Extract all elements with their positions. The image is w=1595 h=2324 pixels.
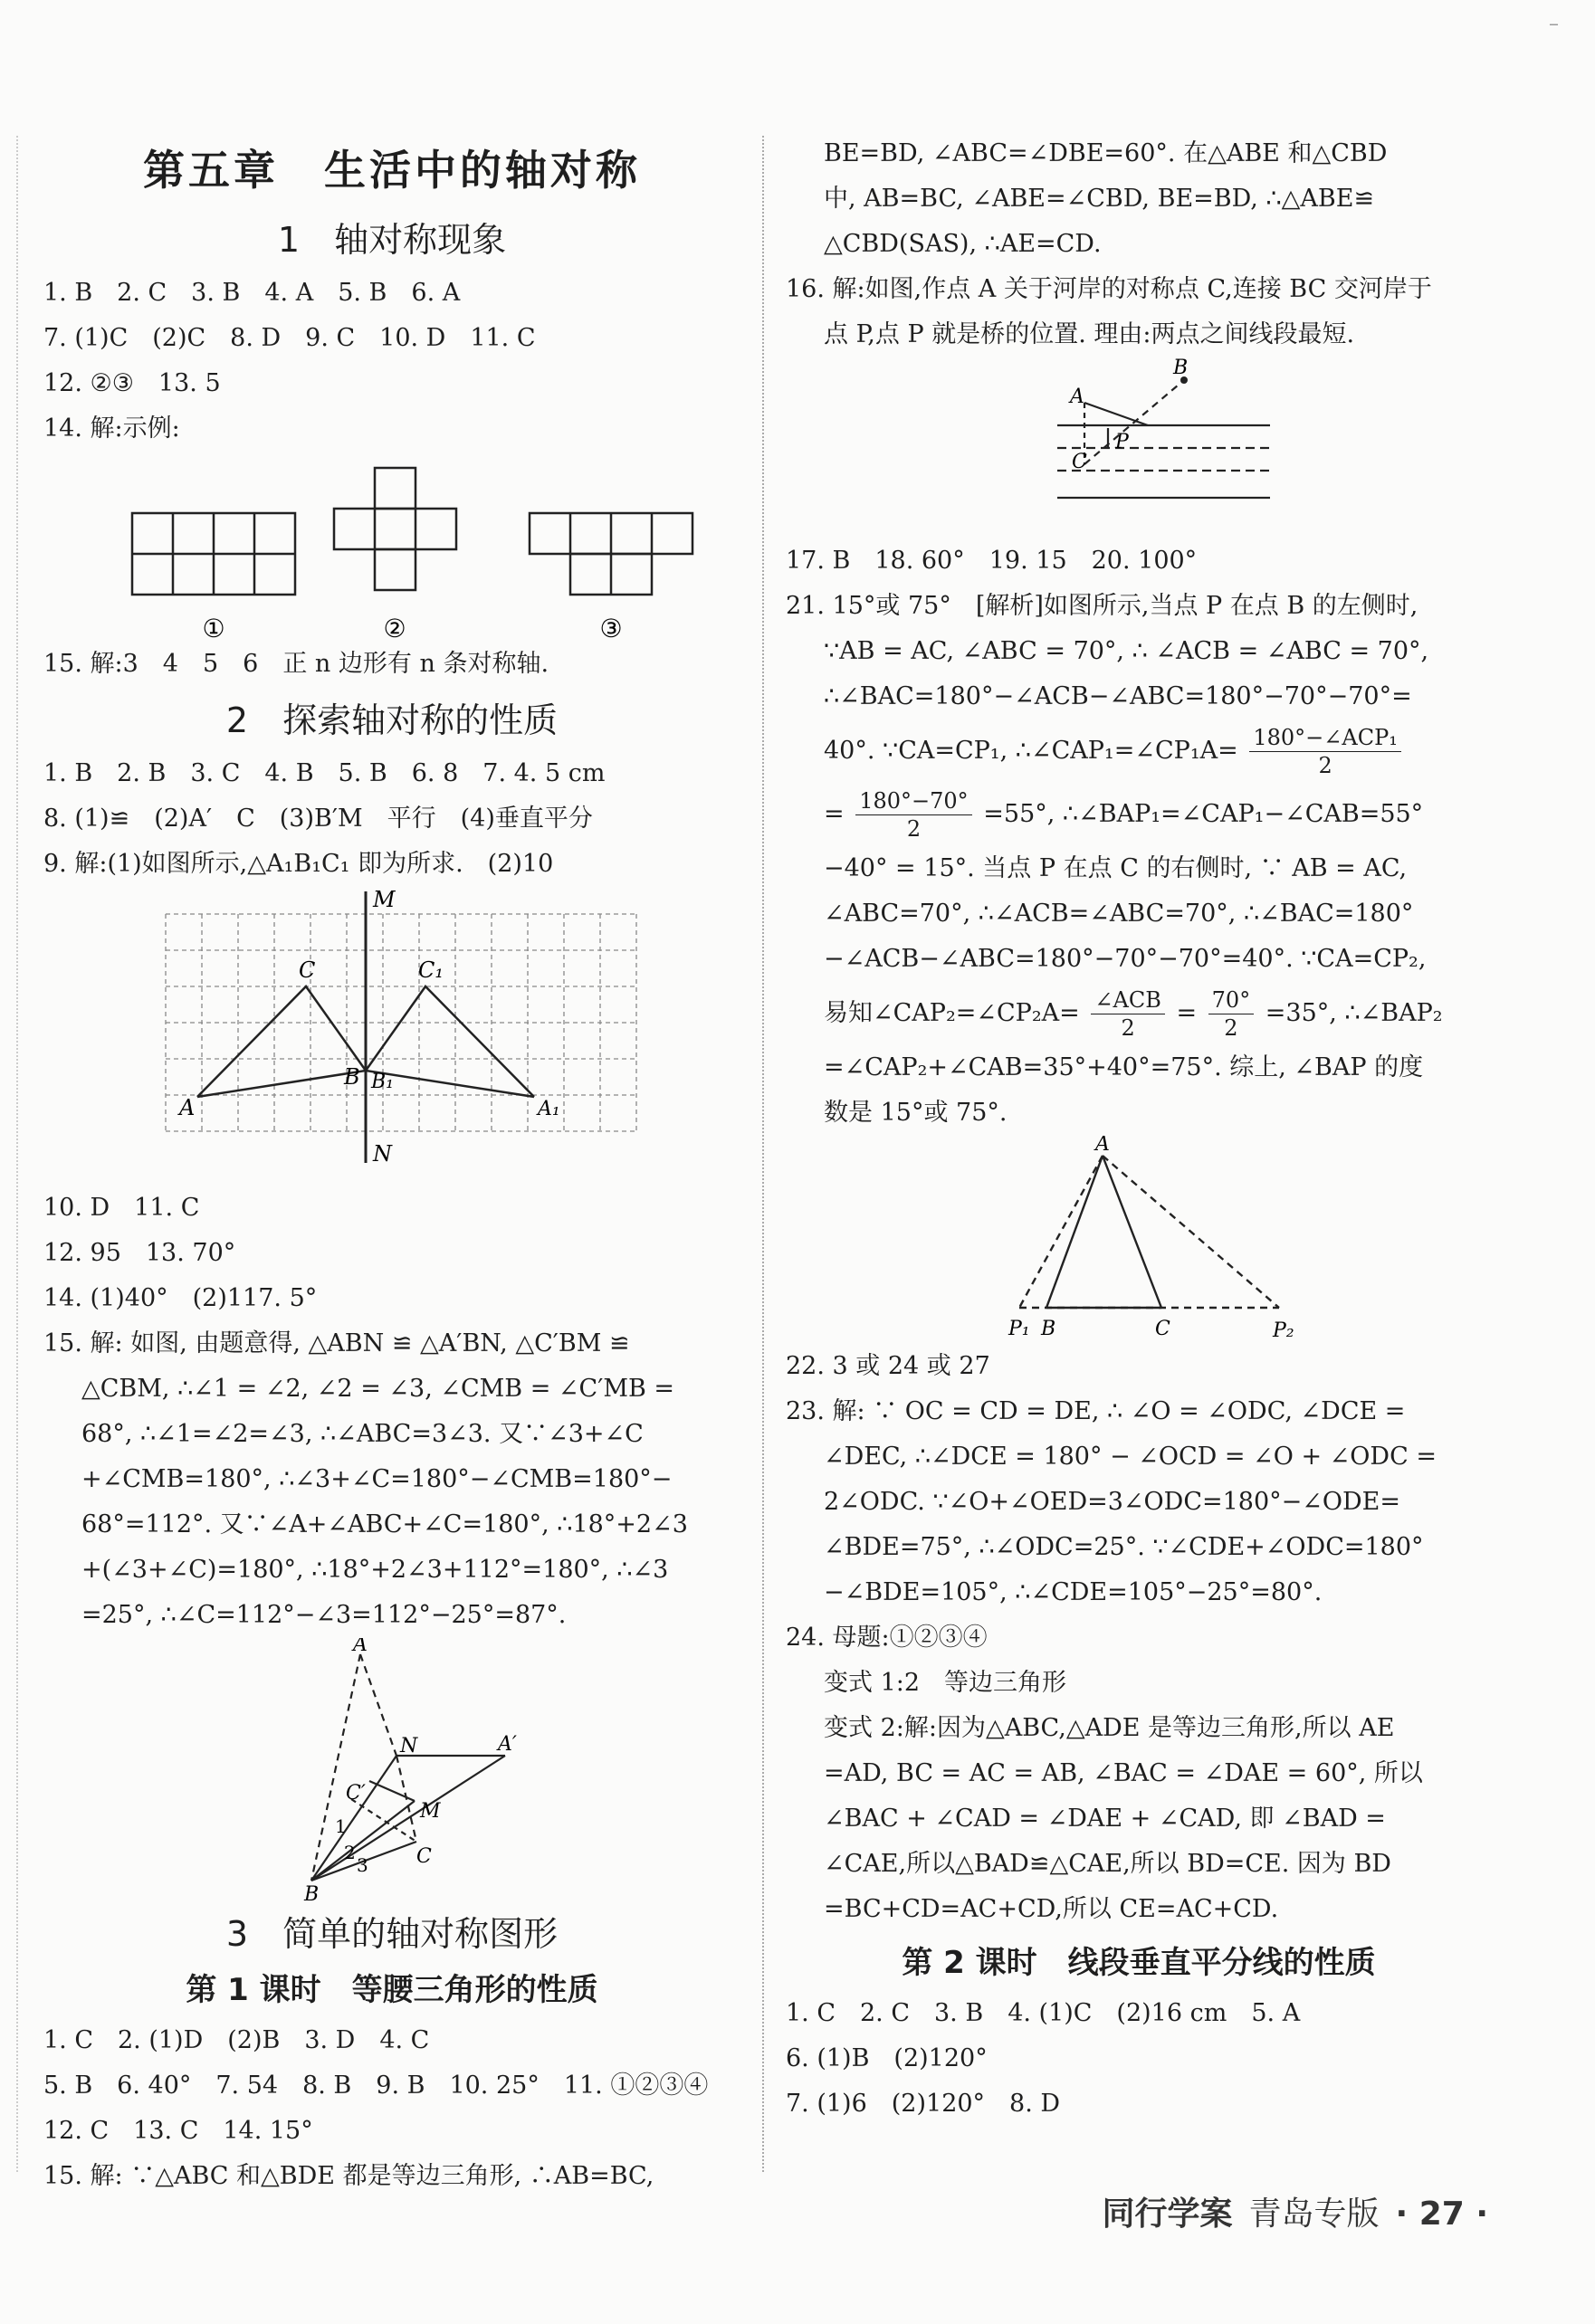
answer-line: 点 P,点 P 就是桥的位置. 理由:两点之间线段最短. bbox=[824, 320, 1355, 348]
figure-21-triangle bbox=[786, 1136, 1492, 1344]
fraction bbox=[1249, 724, 1401, 779]
label-A-prime: A′ bbox=[498, 1733, 517, 1756]
angle-2: 2 bbox=[344, 1842, 356, 1863]
label-A: A bbox=[179, 1095, 196, 1120]
answer-line: △CBD(SAS), ∴AE=CD. bbox=[824, 230, 1102, 258]
brand-name: 同行学案 bbox=[1102, 2195, 1233, 2233]
answer-line: 24. 母题:①②③④ bbox=[786, 1624, 988, 1652]
answer-line: 1. B 2. B 3. C 4. B 5. B 6. 8 7. 4. 5 cm bbox=[43, 759, 606, 787]
label-B: B bbox=[1041, 1318, 1056, 1340]
corner-mark: – bbox=[1549, 13, 1559, 35]
frac-num: 180°−∠ACP₁ bbox=[1249, 724, 1401, 752]
label-C-prime: C′ bbox=[346, 1782, 366, 1805]
answer-line: 10. D 11. C bbox=[43, 1194, 200, 1222]
right-column bbox=[786, 131, 1492, 2127]
bridge-figure-svg bbox=[786, 357, 1492, 538]
answer-line: =25°, ∴∠C=112°−∠3=112°−25°=87°. bbox=[81, 1601, 567, 1629]
angle-1: 1 bbox=[335, 1815, 347, 1837]
answer-line: 17. B 18. 60° 19. 15 20. 100° bbox=[786, 547, 1198, 575]
text-segment: = bbox=[1176, 999, 1198, 1027]
net-3 bbox=[530, 513, 692, 595]
grid-figure-svg bbox=[43, 887, 740, 1186]
answer-line: 7. (1)6 (2)120° 8. D bbox=[786, 2090, 1061, 2118]
label-M: M bbox=[420, 1800, 441, 1823]
text-segment: =55°, ∴∠BAP₁=∠CAP₁−∠CAB=55° bbox=[983, 800, 1424, 828]
label-C1: C₁ bbox=[418, 957, 444, 983]
section-1-title: 1 轴对称现象 bbox=[277, 220, 507, 260]
answer-line: 16. 解:如图,作点 A 关于河岸的对称点 C,连接 BC 交河岸于 bbox=[786, 275, 1432, 303]
answer-line: 变式 2:解:因为△ABC,△ADE 是等边三角形,所以 AE bbox=[824, 1714, 1395, 1742]
answer-line: 数是 15°或 75°. bbox=[824, 1099, 1008, 1127]
section-3-lesson-1: 第 1 课时 等腰三角形的性质 bbox=[186, 1972, 598, 2008]
answer-line: 变式 1:2 等边三角形 bbox=[824, 1669, 1067, 1697]
answer-line: 14. 解:示例: bbox=[43, 414, 180, 443]
label-A1: A₁ bbox=[538, 1098, 560, 1120]
answer-line: ∵AB = AC, ∠ABC = 70°, ∴ ∠ACB = ∠ABC = 70°, bbox=[824, 637, 1429, 665]
chapter-title: 第五章 生活中的轴对称 bbox=[143, 146, 641, 195]
frac-den: 2 bbox=[1121, 1015, 1135, 1041]
answer-line-fraction bbox=[786, 982, 1492, 1045]
left-margin-line bbox=[16, 136, 18, 2172]
net-label-1: ① bbox=[202, 614, 225, 642]
answer-line: =∠CAP₂+∠CAB=35°+40°=75°. 综上, ∠BAP 的度 bbox=[824, 1053, 1424, 1081]
net-2 bbox=[334, 468, 456, 590]
column-divider bbox=[762, 136, 764, 2172]
text-segment: =35°, ∴∠BAP₂ bbox=[1265, 999, 1443, 1027]
answer-line: 2∠ODC. ∵∠O+∠OED=3∠ODC=180°−∠ODE= bbox=[824, 1488, 1401, 1516]
page-footer bbox=[1102, 2188, 1488, 2234]
answer-line: =BC+CD=AC+CD,所以 CE=AC+CD. bbox=[824, 1895, 1279, 1923]
angle-3: 3 bbox=[357, 1854, 368, 1876]
label-C: C bbox=[1155, 1318, 1170, 1340]
left-column bbox=[43, 127, 740, 2199]
fold-figure-svg bbox=[43, 1638, 740, 1900]
page-number: · 27 · bbox=[1395, 2195, 1488, 2233]
answer-line: 15. 解: ∵△ABC 和△BDE 都是等边三角形, ∴AB=BC, bbox=[43, 2162, 654, 2190]
label-B: B bbox=[1173, 357, 1189, 379]
answer-line: 23. 解: ∵ OC = CD = DE, ∴ ∠O = ∠ODC, ∠DCE = bbox=[786, 1397, 1406, 1425]
answer-line: 21. 15°或 75° [解析]如图所示,当点 P 在点 B 的左侧时, bbox=[786, 592, 1418, 620]
figure-14-nets bbox=[43, 452, 740, 642]
answer-line: −∠BDE=105°, ∴∠CDE=105°−25°=80°. bbox=[824, 1578, 1323, 1606]
label-C: C bbox=[299, 957, 316, 983]
answer-line: ∠CAE,所以△BAD≌△CAE,所以 BD=CE. 因为 BD bbox=[824, 1850, 1391, 1878]
label-A: A bbox=[1095, 1136, 1110, 1156]
label-P: P bbox=[1115, 431, 1129, 453]
text-segment: 易知∠CAP₂=∠CP₂A= bbox=[824, 999, 1080, 1027]
answer-line: 1. C 2. (1)D (2)B 3. D 4. C bbox=[43, 2026, 430, 2054]
net-label-2: ② bbox=[383, 614, 406, 642]
label-N: N bbox=[373, 1141, 392, 1167]
answer-line: 1. B 2. C 3. B 4. A 5. B 6. A bbox=[43, 279, 461, 307]
edition-name: 青岛专版 bbox=[1248, 2195, 1380, 2233]
triangle-abc bbox=[197, 986, 366, 1097]
answer-line: 7. (1)C (2)C 8. D 9. C 10. D 11. C bbox=[43, 324, 536, 352]
label-M: M bbox=[373, 887, 396, 912]
label-P2: P₂ bbox=[1273, 1319, 1294, 1342]
label-B: B bbox=[344, 1064, 360, 1090]
figure-16-bridge bbox=[786, 357, 1492, 538]
answer-line: 22. 3 或 24 或 27 bbox=[786, 1352, 990, 1380]
label-C: C bbox=[1072, 451, 1087, 473]
answer-line: ∠BDE=75°, ∴∠ODC=25°. ∵∠CDE+∠ODC=180° bbox=[824, 1533, 1424, 1561]
answer-line: 14. (1)40° (2)117. 5° bbox=[43, 1284, 318, 1312]
answer-line: ∠DEC, ∴∠DCE = 180° − ∠OCD = ∠O + ∠ODC = bbox=[824, 1443, 1437, 1471]
net-label-3: ③ bbox=[599, 614, 623, 642]
label-C: C bbox=[416, 1845, 432, 1868]
answer-line: 9. 解:(1)如图所示,△A₁B₁C₁ 即为所求. (2)10 bbox=[43, 850, 554, 878]
fraction bbox=[1208, 986, 1255, 1042]
answer-line: 68°, ∴∠1=∠2=∠3, ∴∠ABC=3∠3. 又∵∠3+∠C bbox=[81, 1420, 644, 1448]
frac-num: ∠ACB bbox=[1091, 986, 1164, 1014]
answer-line-fraction bbox=[786, 719, 1492, 783]
section-3-lesson-2: 第 2 课时 线段垂直平分线的性质 bbox=[902, 1945, 1376, 1981]
answer-line: BE=BD, ∠ABC=∠DBE=60°. 在△ABE 和△CBD bbox=[824, 139, 1388, 167]
frac-den: 2 bbox=[1318, 753, 1332, 778]
answer-line: 6. (1)B (2)120° bbox=[786, 2044, 988, 2072]
nets-svg bbox=[43, 452, 740, 642]
answer-line: 15. 解: 如图, 由题意得, △ABN ≌ △A′BN, △C′BM ≌ bbox=[43, 1329, 630, 1357]
triangle-figure-svg bbox=[786, 1136, 1492, 1344]
answer-line: 8. (1)≌ (2)A′ C (3)B′M 平行 (4)垂直平分 bbox=[43, 805, 593, 833]
figure-9-grid bbox=[43, 887, 740, 1186]
answer-line: 12. 95 13. 70° bbox=[43, 1239, 236, 1267]
frac-den: 2 bbox=[906, 816, 922, 842]
label-A: A bbox=[1070, 386, 1084, 408]
answer-line-fraction bbox=[786, 783, 1492, 846]
answer-line: 15. 解:3 4 5 6 正 n 边形有 n 条对称轴. bbox=[43, 650, 549, 678]
frac-num: 70° bbox=[1208, 986, 1255, 1014]
figure-15-fold bbox=[43, 1638, 740, 1900]
fraction bbox=[855, 787, 971, 843]
answer-line: +∠CMB=180°, ∴∠3+∠C=180°−∠CMB=180°− bbox=[81, 1465, 673, 1493]
answer-line: 中, AB=BC, ∠ABE=∠CBD, BE=BD, ∴△ABE≌ bbox=[824, 185, 1375, 213]
answer-line: ∠ABC=70°, ∴∠ACB=∠ABC=70°, ∴∠BAC=180° bbox=[824, 900, 1414, 928]
frac-num: 180°−70° bbox=[855, 787, 971, 815]
answer-line: 1. C 2. C 3. B 4. (1)C (2)16 cm 5. A bbox=[786, 1999, 1301, 2027]
label-P1: P₁ bbox=[1008, 1318, 1030, 1340]
answer-line: +(∠3+∠C)=180°, ∴18°+2∠3+112°=180°, ∴∠3 bbox=[81, 1556, 669, 1584]
answer-line: ∴∠BAC=180°−∠ACB−∠ABC=180°−70°−70°= bbox=[824, 682, 1412, 710]
answer-line: 68°=112°. 又∵∠A+∠ABC+∠C=180°, ∴18°+2∠3 bbox=[81, 1510, 688, 1538]
frac-den: 2 bbox=[1224, 1015, 1238, 1041]
section-3-title: 3 简单的轴对称图形 bbox=[225, 1914, 559, 1954]
answer-line: △CBM, ∴∠1 = ∠2, ∠2 = ∠3, ∠CMB = ∠C′MB = bbox=[81, 1375, 675, 1403]
text-segment: 40°. ∵CA=CP₁, ∴∠CAP₁=∠CP₁A= bbox=[824, 737, 1238, 765]
label-B1: B₁ bbox=[371, 1071, 394, 1093]
answer-line: ∠BAC + ∠CAD = ∠DAE + ∠CAD, 即 ∠BAD = bbox=[824, 1805, 1386, 1833]
label-N: N bbox=[400, 1735, 418, 1757]
answer-line: 5. B 6. 40° 7. 54 8. B 9. B 10. 25° 11. ①②③④ bbox=[43, 2072, 709, 2100]
text-segment: = bbox=[824, 800, 845, 828]
fraction bbox=[1091, 986, 1164, 1042]
label-B: B bbox=[304, 1883, 320, 1900]
answer-line: −∠ACB−∠ABC=180°−70°−70°=40°. ∵CA=CP₂, bbox=[824, 945, 1427, 973]
answer-line: =AD, BC = AC = AB, ∠BAC = ∠DAE = 60°, 所以 bbox=[824, 1759, 1423, 1787]
answer-line: −40° = 15°. 当点 P 在点 C 的右侧时, ∵ AB = AC, bbox=[824, 854, 1408, 882]
answer-line: 12. C 13. C 14. 15° bbox=[43, 2117, 313, 2145]
answer-line: 12. ②③ 13. 5 bbox=[43, 369, 221, 397]
section-2-title: 2 探索轴对称的性质 bbox=[225, 700, 559, 740]
label-A: A bbox=[353, 1638, 368, 1656]
